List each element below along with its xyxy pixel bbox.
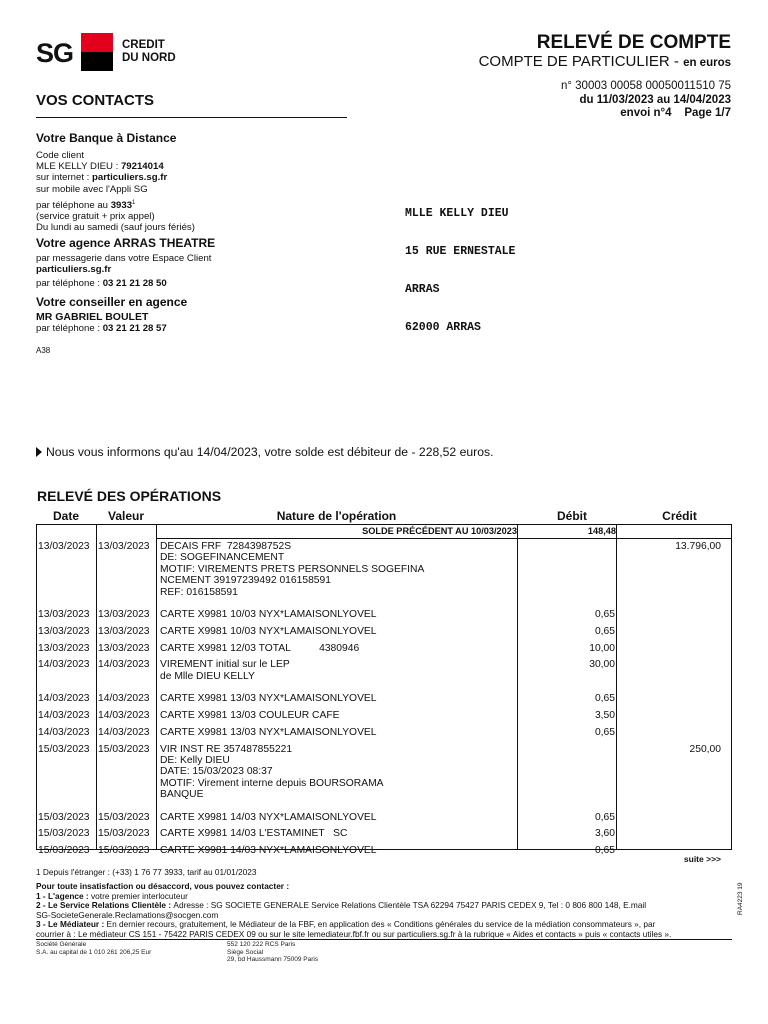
statement-subtitle xyxy=(479,53,731,70)
row-credit: 13.796,00 xyxy=(675,541,721,552)
agence-heading: Votre agence ARRAS THEATRE xyxy=(36,236,216,250)
mobile-app-text: sur mobile avec l'Appli SG xyxy=(36,183,148,195)
col-header-debit: Débit xyxy=(557,509,587,523)
statement-period: du 11/03/2023 au 14/04/2023 xyxy=(579,93,731,106)
row-valeur: 13/03/2023 xyxy=(98,609,150,620)
footer-divider xyxy=(36,939,732,940)
suite-indicator: suite >>> xyxy=(683,854,721,864)
row-date: 14/03/2023 xyxy=(38,726,90,738)
sg-logo-icon xyxy=(81,33,113,71)
agence-phone: 03 21 21 28 50 xyxy=(102,278,167,290)
row-valeur: 13/03/2023 xyxy=(98,541,150,552)
balance-notice-text: Nous vous informons qu'au 14/04/2023, votre solde est débiteur de - 228,52 euros. xyxy=(46,445,494,459)
conseiller-heading: Votre conseiller en agence xyxy=(36,295,188,309)
row-valeur: 14/03/2023 xyxy=(98,726,150,738)
row-debit: 30,00 xyxy=(589,659,615,671)
row-nature: CARTE X9981 13/03 COULEUR CAFE xyxy=(160,710,340,721)
row-nature: CARTE X9981 13/03 NYX*LAMAISONLYOVEL xyxy=(160,693,377,705)
solde-label: SOLDE PRÉCÉDENT AU 10/03/2023 xyxy=(362,526,517,536)
internet-link[interactable]: particuliers.sg.fr xyxy=(92,172,168,184)
col-header-date: Date xyxy=(52,509,79,523)
row-nature: CARTE X9981 13/03 NYX*LAMAISONLYOVEL xyxy=(160,726,377,738)
row-nature: CARTE X9981 14/03 NYX*LAMAISONLYOVEL xyxy=(160,845,377,857)
legal-capital: S.A. au capital de 1 010 261 206,25 Eur xyxy=(36,948,152,956)
col-divider xyxy=(156,525,157,850)
row-nature: CARTE X9981 14/03 L'ESTAMINET SC xyxy=(160,828,348,840)
row-valeur: 13/03/2023 xyxy=(98,642,150,654)
hours-text: Du lundi au samedi (sauf jours fériés) xyxy=(36,222,195,234)
row-credit: 250,00 xyxy=(689,743,721,755)
arrow-right-icon xyxy=(36,447,42,457)
account-number: n° 30003 00058 00050011510 75 xyxy=(560,80,731,92)
row-date: 13/03/2023 xyxy=(38,642,90,654)
contacts-divider xyxy=(36,117,347,118)
legal-rcs: 552 120 222 RCS Paris xyxy=(227,941,296,948)
account-info xyxy=(561,80,731,121)
legal-info-2 xyxy=(227,941,318,964)
row-debit: 3,60 xyxy=(594,828,615,840)
banque-distance-details xyxy=(36,150,195,234)
legal-siege-label: Siège Social xyxy=(227,948,264,956)
conseiller-name: MR GABRIEL BOULET xyxy=(36,311,149,323)
subtitle-currency: en euros xyxy=(683,57,731,69)
row-debit: 0,65 xyxy=(594,845,615,857)
row-debit: 10,00 xyxy=(589,642,615,654)
solde-value: 148,48 xyxy=(587,526,616,536)
row-date: 15/03/2023 xyxy=(38,743,90,755)
row-valeur: 14/03/2023 xyxy=(98,693,150,705)
row-debit: 0,65 xyxy=(594,726,615,738)
client-name: MLE KELLY DIEU : xyxy=(36,161,121,173)
legal-siege-address: 29, bd Haussmann 75009 Paris xyxy=(227,956,319,964)
row-date: 14/03/2023 xyxy=(38,659,90,671)
bank-name-line2: DU NORD xyxy=(122,52,176,64)
col-header-nature: Nature de l'opération xyxy=(276,509,397,523)
row-debit: 0,65 xyxy=(594,625,615,637)
reference-code: A38 xyxy=(36,346,51,355)
row-date: 13/03/2023 xyxy=(38,541,90,552)
legal-info-1 xyxy=(36,941,151,956)
bank-name xyxy=(122,39,176,65)
contacts-title: VOS CONTACTS xyxy=(36,92,155,109)
banque-distance-heading: Votre Banque à Distance xyxy=(36,131,177,145)
envoi-number: envoi n°4 xyxy=(620,107,672,119)
client-code: 79214014 xyxy=(120,161,164,173)
col-header-valeur: Valeur xyxy=(107,509,145,523)
row-date: 15/03/2023 xyxy=(38,828,90,840)
address-line1: MLLE KELLY DIEU xyxy=(405,207,509,221)
legal-company: Société Générale xyxy=(36,941,87,948)
row-date: 14/03/2023 xyxy=(38,710,90,721)
row-nature: VIR INST RE 357487855221 DE: Kelly DIEU DATE: 15/03/2023 08:37 MOTIF: Virement interne depuis BOURSORAMA BANQUE xyxy=(160,743,384,801)
page-number: Page 1/7 xyxy=(684,107,731,119)
address-line2: 15 RUE ERNESTALE xyxy=(405,244,516,258)
row-valeur: 15/03/2023 xyxy=(98,828,150,840)
col-header-credit: Crédit xyxy=(662,509,697,523)
mediateur-text: En dernier recours, gratuitement, le Médiateur de la FBF, en application des « Conditions générales du service de la médiation consommateurs », par xyxy=(106,919,656,930)
row-nature: CARTE X9981 10/03 NYX*LAMAISONLYOVEL xyxy=(160,625,377,637)
mediateur-text-2: courrier à : Le médiateur CS 151 - 75422 PARIS CEDEX 09 ou sur le site lemediateur.fbf.fr ou sur particuliers.sg.fr à la rubrique « Aides et contacts » puis « contacts utiles ». xyxy=(36,928,672,939)
row-valeur: 14/03/2023 xyxy=(98,710,150,721)
phone-footnote: 1 xyxy=(132,199,136,206)
subtitle-main: COMPTE DE PARTICULIER - xyxy=(478,53,684,70)
row-debit: 0,65 xyxy=(594,609,615,620)
phone-label: par téléphone au xyxy=(36,200,111,211)
contact-info xyxy=(36,882,671,940)
service-email[interactable]: SG-SocieteGenerale.Reclamations@socgen.com xyxy=(36,909,219,920)
agence-details xyxy=(36,253,211,290)
conseiller-phone: 03 21 21 28 57 xyxy=(102,323,167,335)
agence-text: votre premier interlocuteur xyxy=(91,890,188,901)
service-label: 2 - Le Service Relations Clientèle : xyxy=(36,900,174,911)
messagerie-text: par messagerie dans votre Espace Client xyxy=(36,253,212,264)
row-debit: 0,65 xyxy=(594,811,615,823)
agence-site-link[interactable]: particuliers.sg.fr xyxy=(36,264,112,276)
agence-label: 1 - L'agence : xyxy=(36,890,91,901)
address-line4: 62000 ARRAS xyxy=(405,320,481,334)
row-date: 13/03/2023 xyxy=(38,625,90,637)
insatisfaction-text: Pour toute insatisfaction ou désaccord, vous pouvez contacter : xyxy=(36,881,290,891)
row-nature: CARTE X9981 14/03 NYX*LAMAISONLYOVEL xyxy=(160,811,377,823)
row-valeur: 15/03/2023 xyxy=(98,845,150,857)
row-date: 15/03/2023 xyxy=(38,811,90,823)
col-divider xyxy=(616,525,617,850)
row-valeur: 13/03/2023 xyxy=(98,625,150,637)
row-nature: CARTE X9981 10/03 NYX*LAMAISONLYOVEL xyxy=(160,609,377,620)
row-date: 13/03/2023 xyxy=(38,609,90,620)
row-nature: CARTE X9981 12/03 TOTAL 4380946 xyxy=(160,642,360,654)
code-client-label: Code client xyxy=(36,150,84,161)
service-text: (service gratuit + prix appel) xyxy=(36,211,155,223)
balance-notice xyxy=(36,445,493,459)
row-valeur: 14/03/2023 xyxy=(98,659,150,671)
row-date: 14/03/2023 xyxy=(38,693,90,705)
statement-title: RELEVÉ DE COMPTE xyxy=(536,32,731,53)
col-divider xyxy=(517,525,518,850)
conseiller-phone-label: par téléphone : xyxy=(36,323,103,335)
agence-phone-label: par téléphone : xyxy=(36,278,103,290)
footnote: 1 Depuis l'étranger : (+33) 1 76 77 3933, tarif au 01/01/2023 xyxy=(36,867,257,877)
recipient-address xyxy=(405,183,515,347)
row-valeur: 15/03/2023 xyxy=(98,811,150,823)
row-valeur: 15/03/2023 xyxy=(98,743,150,755)
row-nature: DECAIS FRF 7284398752S DE: SOGEFINANCEMENT MOTIF: VIREMENTS PRETS PERSONNELS SOGEFINA NCEMENT 39197239492 016158591 REF: 016158591 xyxy=(160,541,425,598)
row-nature: VIREMENT initial sur le LEP de Mlle DIEU KELLY xyxy=(160,659,290,682)
phone-number: 3933 xyxy=(110,200,133,211)
service-text: Adresse : SG SOCIETE GENERALE Service Relations Clientèle TSA 62294 75427 PARIS CEDEX 9, Tel : 0 806 800 148, E.mail xyxy=(173,900,647,911)
bank-name-line1: CREDIT xyxy=(122,39,165,51)
row-debit: 3,50 xyxy=(594,710,615,721)
address-line3: ARRAS xyxy=(405,282,440,296)
row-date: 15/03/2023 xyxy=(38,845,90,857)
operations-title: RELEVÉ DES OPÉRATIONS xyxy=(37,488,222,504)
conseiller-details xyxy=(36,312,167,334)
row-debit: 0,65 xyxy=(594,693,615,705)
internet-label: sur internet : xyxy=(36,172,92,184)
col-divider xyxy=(96,525,97,850)
sg-logo-mark: SG xyxy=(36,38,74,68)
mediateur-label: 3 - Le Médiateur : xyxy=(36,919,107,930)
document-reference: RA4223 19 xyxy=(737,882,744,915)
